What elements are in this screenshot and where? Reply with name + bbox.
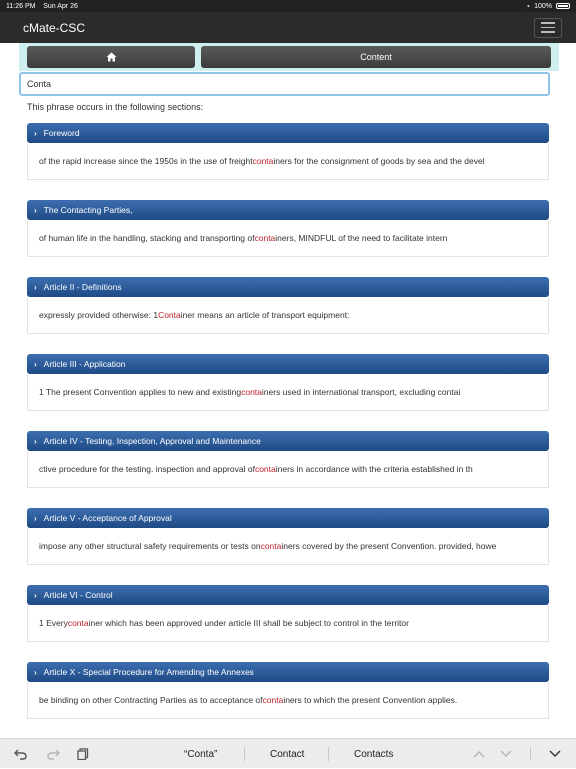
keyboard-dismiss-icon [549, 750, 561, 758]
section-header[interactable] [27, 123, 549, 143]
section-snippet[interactable] [27, 605, 549, 642]
snippet-text: of human life in the handling, stacking and transporting of [39, 233, 255, 243]
battery-icon [556, 3, 570, 9]
result-section [27, 354, 549, 411]
suggestion-contact[interactable]: Contact [270, 748, 305, 760]
section-title: Article VI - Control [43, 590, 113, 600]
chevron-right-icon: › [34, 513, 37, 523]
result-section [27, 662, 549, 719]
section-snippet[interactable] [27, 220, 549, 257]
section-snippet[interactable] [27, 374, 549, 411]
results-intro: This phrase occurs in the following sections: [27, 102, 204, 112]
redo-button[interactable] [46, 739, 60, 769]
section-title: Article III - Application [43, 359, 126, 369]
snippet-highlight: conta [67, 618, 89, 628]
suggestion-contacts[interactable]: Contacts [354, 748, 394, 760]
divider [530, 747, 531, 761]
previous-field-button[interactable] [473, 739, 485, 769]
snippet-text: iner means an article of transport equipment: [180, 310, 350, 320]
navbar [0, 12, 576, 43]
paste-icon [77, 748, 89, 760]
snippet-highlight: conta [254, 233, 276, 243]
section-title: Article IV - Testing, Inspection, Approval and Maintenance [43, 436, 261, 446]
result-section [27, 508, 549, 565]
snippet-highlight: conta [254, 464, 276, 474]
section-header[interactable] [27, 200, 549, 220]
dismiss-keyboard-button[interactable] [549, 739, 561, 769]
chevron-down-icon [500, 750, 512, 758]
home-button[interactable] [27, 46, 195, 68]
battery-percent: 100% [534, 2, 552, 10]
snippet-highlight: conta [262, 695, 284, 705]
snippet-text: iner which has been approved under article III shall be subject to control in the territor [88, 618, 409, 628]
home-icon [106, 52, 117, 62]
section-snippet[interactable] [27, 143, 549, 180]
chevron-right-icon: › [34, 128, 37, 138]
next-field-button[interactable] [500, 739, 512, 769]
snippet-text: of the rapid increase since the 1950s in the use of freight [39, 156, 253, 166]
keyboard-shortcut-bar [0, 738, 576, 768]
chevron-right-icon: › [34, 590, 37, 600]
snippet-text: be binding on other Contracting Parties as to acceptance of [39, 695, 263, 705]
wifi-icon: ◔ [525, 1, 531, 11]
search-input[interactable] [19, 72, 550, 96]
chevron-right-icon: › [34, 205, 37, 215]
section-snippet[interactable] [27, 528, 549, 565]
snippet-highlight: Conta [158, 310, 181, 320]
snippet-text: iners used in international transport, excluding contai [261, 387, 461, 397]
result-section [27, 585, 549, 642]
content-button[interactable]: Content [201, 46, 551, 68]
result-section [27, 431, 549, 488]
snippet-text: expressly provided otherwise: 1 [39, 310, 159, 320]
redo-icon [46, 748, 60, 760]
chevron-right-icon: › [34, 282, 37, 292]
snippet-text: 1 Every [39, 618, 68, 628]
status-time: 11:26 PM [6, 2, 36, 10]
chevron-right-icon: › [34, 667, 37, 677]
paste-button[interactable] [77, 739, 89, 769]
snippet-text: 1 The present Convention applies to new and existing [39, 387, 242, 397]
undo-button[interactable] [14, 739, 28, 769]
snippet-text: iners in accordance with the criteria established in th [275, 464, 473, 474]
section-title: The Contacting Parties, [43, 205, 133, 215]
result-section [27, 200, 549, 257]
section-snippet[interactable] [27, 682, 549, 719]
snippet-text: iners to which the present Convention applies. [283, 695, 458, 705]
chevron-up-icon [473, 750, 485, 758]
chevron-right-icon: › [34, 436, 37, 446]
suggestion-quoted[interactable]: “Conta” [184, 748, 218, 760]
section-header[interactable] [27, 431, 549, 451]
section-title: Article X - Special Procedure for Amending the Annexes [43, 667, 254, 677]
status-bar [0, 0, 576, 12]
menu-icon-line [541, 22, 555, 24]
section-header[interactable] [27, 354, 549, 374]
app-brand[interactable]: cMate-CSC [23, 20, 86, 35]
section-title: Article V - Acceptance of Approval [43, 513, 172, 523]
divider [328, 747, 329, 761]
menu-icon-line [541, 27, 555, 29]
section-header[interactable] [27, 508, 549, 528]
section-header[interactable] [27, 662, 549, 682]
undo-icon [14, 748, 28, 760]
hamburger-menu-button[interactable] [534, 18, 562, 38]
section-snippet[interactable] [27, 451, 549, 488]
section-header[interactable] [27, 585, 549, 605]
section-title: Foreword [43, 128, 80, 138]
chevron-right-icon: › [34, 359, 37, 369]
snippet-highlight: conta [241, 387, 262, 397]
divider [244, 747, 245, 761]
snippet-text: iners, MINDFUL of the need to facilitate intern [275, 233, 448, 243]
snippet-highlight: conta [260, 541, 282, 551]
snippet-highlight: conta [252, 156, 274, 166]
result-section [27, 277, 549, 334]
toolbar [19, 43, 559, 71]
snippet-text: iners covered by the present Convention. provided, howe [281, 541, 497, 551]
status-date: Sun Apr 26 [43, 2, 78, 10]
section-header[interactable] [27, 277, 549, 297]
menu-icon-line [541, 31, 555, 33]
section-snippet[interactable] [27, 297, 549, 334]
snippet-text: iners for the consignment of goods by sea and the devel [273, 156, 485, 166]
section-title: Article II - Definitions [43, 282, 122, 292]
snippet-text: impose any other structural safety requirements or tests on [39, 541, 261, 551]
snippet-text: ctive procedure for the testing. inspection and approval of [39, 464, 255, 474]
result-section [27, 123, 549, 180]
